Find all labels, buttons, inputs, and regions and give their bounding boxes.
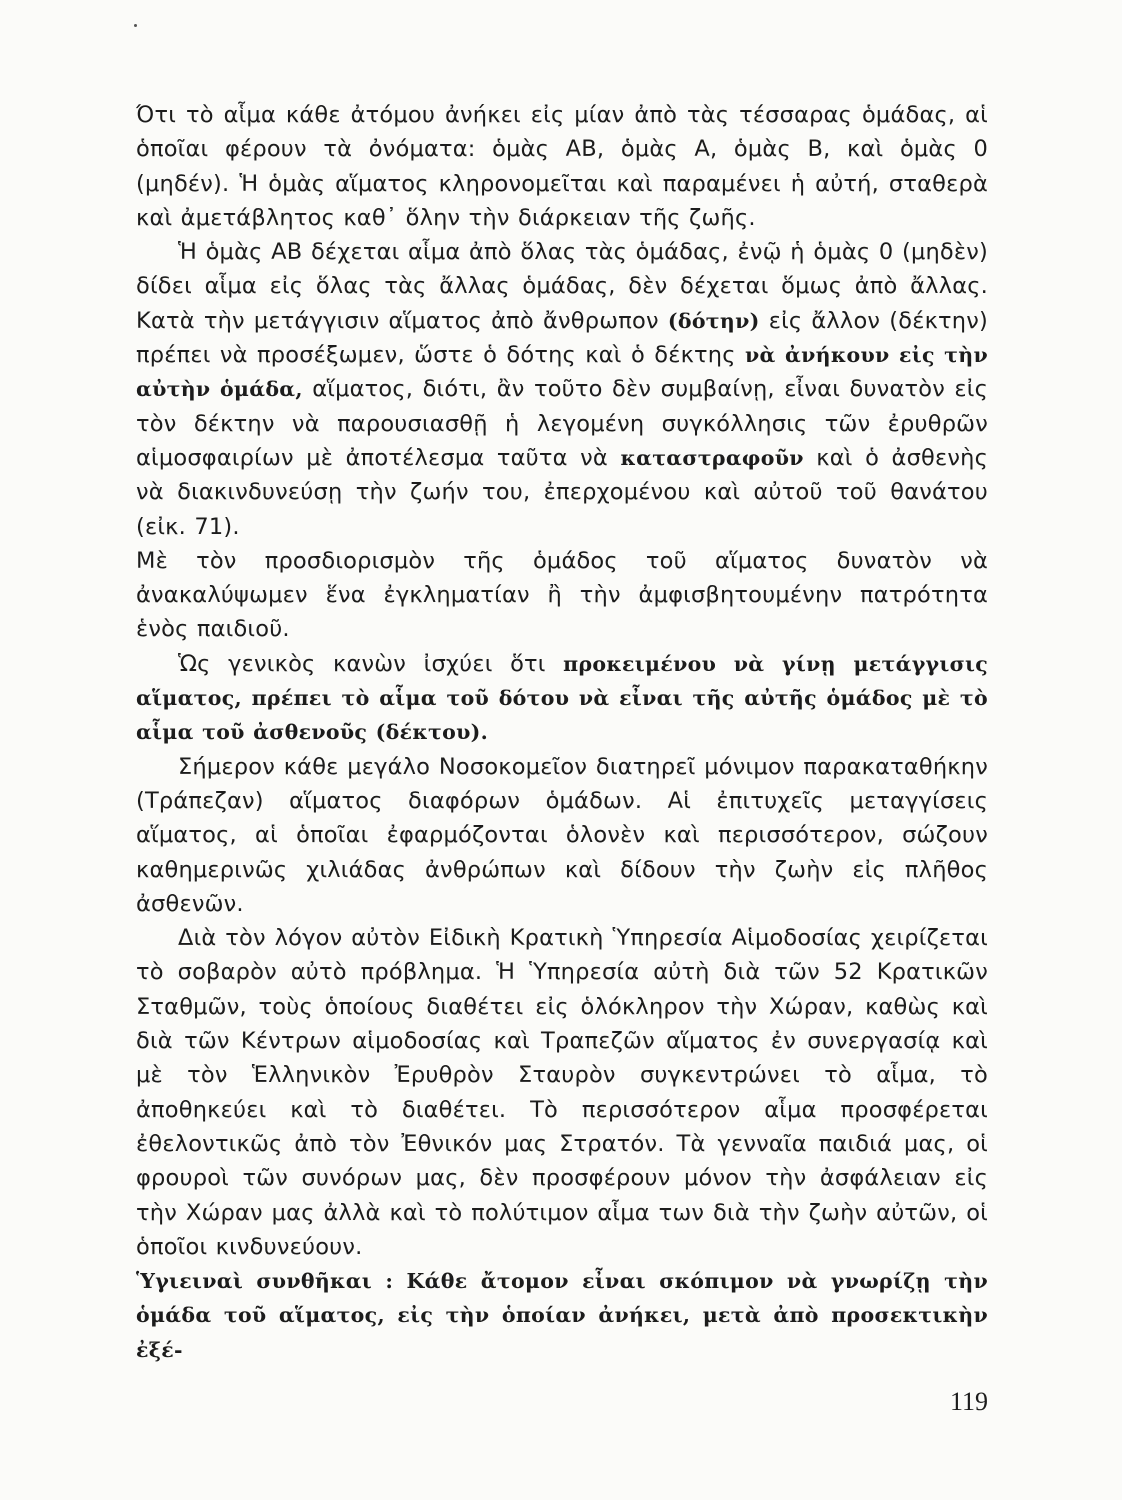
- paragraph-text: εἰς ἄλλον (δέκτην) πρέπει νὰ προσέξωμεν, ὥστε ὁ δότης καὶ ὁ δέκτης: [136, 307, 988, 369]
- paragraph-paternity: [136, 544, 988, 647]
- bold-term-donor: (δότην): [667, 308, 760, 333]
- paragraph-text: Μὲ τὸν προσδιορισμὸν τῆς ὁμάδος τοῦ αἵματος δυνατὸν νὰ ἀνακαλύψωμεν ἕνα ἐγκληματίαν ἢ τὴν ἀμφισβητουμένην πατρότητα ἑνὸς παιδιοῦ.: [136, 547, 988, 643]
- bold-rule-text: προκειμένου νὰ γίνῃ μετάγγισις αἵματος, πρέπει τὸ αἷμα τοῦ δότου νὰ εἶναι τῆς αὐτῆς ὁμάδος μὲ τὸ αἷμα τοῦ ἀσθενοῦς (δέκτου).: [136, 651, 988, 745]
- paragraph-text: Σήμερον κάθε μεγάλο Νοσοκομεῖον διατηρεῖ μόνιμον παρακαταθήκην (Τράπεζαν) αἵματος διαφόρων ὁμάδων. Αἱ ἐπιτυχεῖς μεταγγίσεις αἵματος, αἱ ὁποῖαι ἐφαρμόζονται ὁλονὲν καὶ περισσότερον, σώζουν καθημερινῶς χιλιάδας ἀνθρώπων καὶ δίδουν τὴν ζωὴν εἰς πλῆθος ἀσθενῶν.: [136, 753, 988, 917]
- paragraph-text: καὶ ὁ ἀσθενὴς νὰ διακινδυνεύσῃ τὴν ζωήν του, ἐπερχομένου καὶ αὐτοῦ τοῦ θανάτου (εἰκ. 71).: [136, 444, 988, 540]
- paragraph-hygiene-conditions: [136, 1264, 988, 1367]
- body-text: [136, 98, 988, 1367]
- page-number: 119: [949, 1387, 988, 1416]
- scan-mark: [134, 24, 137, 27]
- paragraph-general-rule: [136, 647, 988, 750]
- paragraph-text: Ὑγιειναὶ συνθῆκαι : Κάθε ἄτομον εἶναι σκόπιμον νὰ γνωρίζῃ τὴν ὁμάδα τοῦ αἵματος, εἰς τὴν ὁποίαν ἀνήκει, μετὰ ἀπὸ προσεκτικὴν ἐξέ-: [136, 1269, 988, 1362]
- paragraph-blood-service: [136, 921, 988, 1264]
- paragraph-group-compatibility: [136, 235, 988, 544]
- paragraph-text: Ἡ ὁμὰς ΑΒ δέχεται αἷμα ἀπὸ ὅλας τὰς ὁμάδας, ἐνῷ ἡ ὁμὰς 0 (μηδὲν) δίδει αἷμα εἰς ὅλας τὰς ἄλλας ὁμάδας, δὲν δέχεται ὅμως ἀπὸ ἄλλας. Κατὰ τὴν μετάγγισιν αἵματος ἀπὸ ἄνθρωπον: [136, 239, 988, 334]
- bold-term-destroyed: καταστραφοῦν: [620, 445, 804, 470]
- bold-phrase-same-group: νὰ ἀνήκουν εἰς τὴν αὐτὴν ὁμάδα,: [136, 343, 988, 402]
- paragraph-blood-bank: [136, 750, 988, 921]
- paragraph-text: Ὡς γενικὸς κανὼν ἰσχύει ὅτι: [178, 650, 564, 677]
- paragraph-text: Διὰ τὸν λόγον αὐτὸν Εἰδικὴ Κρατικὴ Ὑπηρεσία Αἱμοδοσίας χειρίζεται τὸ σοβαρὸν αὐτὸ πρόβλημα. Ἡ Ὑπηρεσία αὐτὴ διὰ τῶν 52 Κρατικῶν Σταθμῶν, τοὺς ὁποίους διαθέτει εἰς ὁλόκληρον τὴν Χώραν, καθὼς καὶ διὰ τῶν Κέντρων αἱμοδοσίας καὶ Τραπεζῶν αἵματος ἐν συνεργασίᾳ καὶ μὲ τὸν Ἑλληνικὸν Ἐρυθρὸν Σταυρὸν συγκεντρώνει τὸ αἷμα, τὸ ἀποθηκεύει καὶ τὸ διαθέτει. Τὸ περισσότερον αἷμα προσφέρεται ἐθελοντικῶς ἀπὸ τὸν Ἐθνικόν μας Στρατόν. Τὰ γενναῖα παιδιά μας, οἱ φρουροὶ τῶν συνόρων μας, δὲν προσφέρουν μόνον τὴν ἀσφάλειαν εἰς τὴν Χώραν μας ἀλλὰ καὶ τὸ πολύτιμον αἷμα των διὰ τὴν ζωὴν αὐτῶν, οἱ ὁποῖοι κινδυνεύουν.: [136, 925, 988, 1260]
- paragraph-text: αἵματος, διότι, ἂν τοῦτο δὲν συμβαίνῃ, εἶναι δυνατὸν εἰς τὸν δέκτην νὰ παρουσιασθῇ ἡ λεγομένη συγκόλλησις τῶν ἐρυθρῶν αἱμοσφαιρίων μὲ ἀποτέλεσμα ταῦτα νὰ: [136, 376, 988, 471]
- paragraph-blood-groups: [136, 98, 988, 235]
- paragraph-text: Ότι τὸ αἷμα κάθε ἀτόμου ἀνήκει εἰς μίαν ἀπὸ τὰς τέσσαρας ὁμάδας, αἱ ὁποῖαι φέρουν τὰ ὀνόματα: ὁμὰς ΑΒ, ὁμὰς Α, ὁμὰς Β, καὶ ὁμὰς 0 (μηδέν). Ἡ ὁμὰς αἵματος κληρονομεῖται καὶ παραμένει ἡ αὐτή, σταθερὰ καὶ ἀμετάβλητος καθ᾿ ὅλην τὴν διάρκειαν τῆς ζωῆς.: [136, 102, 988, 231]
